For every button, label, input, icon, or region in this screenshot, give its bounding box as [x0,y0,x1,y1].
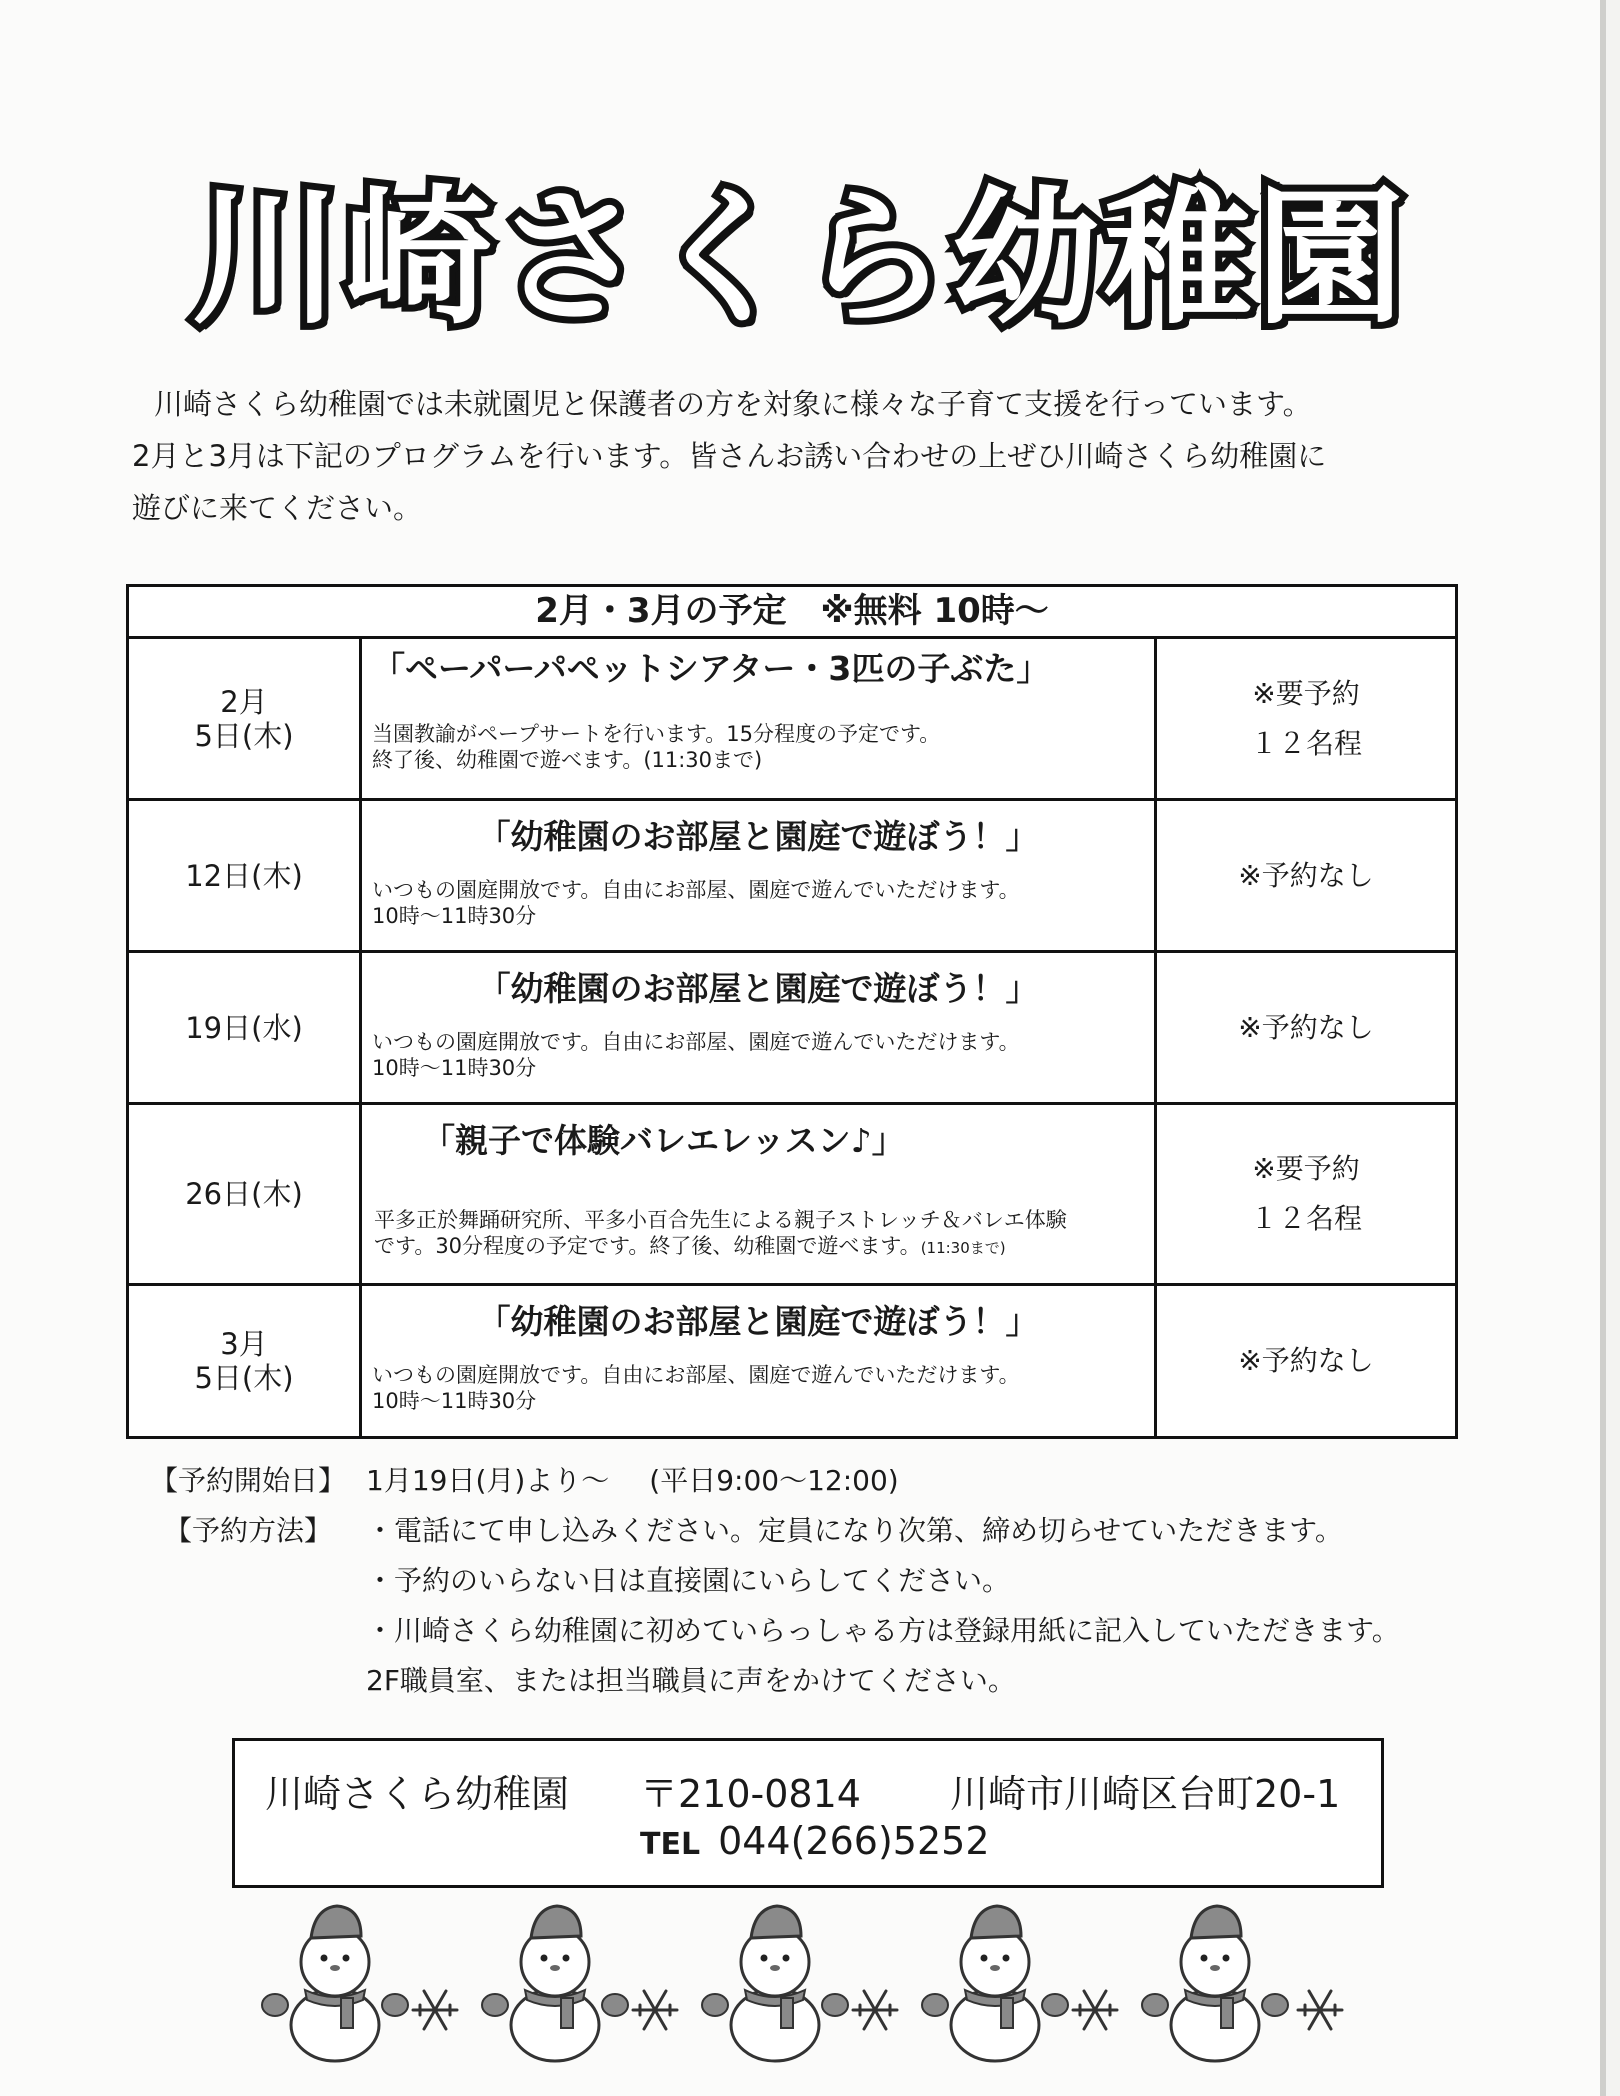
program-cell [362,953,1157,1102]
method-row [150,1606,1400,1656]
description-line [374,1233,1144,1261]
snowman-decoration [250,1900,1360,2070]
reservation-start-label: 【予約開始日】 [150,1464,347,1497]
reservation-note [1157,1286,1455,1436]
contact-address: 川崎市川崎区台町20-1 [950,1772,1341,1816]
description-line: 10時～11時30分 [372,1389,537,1413]
program-title: 「親子で体験バレエレッスン♪」 [422,1121,905,1160]
snowman-icon [702,1906,848,2061]
date-month: 2月 [220,684,268,719]
date-day: 5日(木) [194,1361,294,1395]
date-day: 19日(水) [185,1010,303,1045]
contact-zip: 〒210-0814 [640,1772,861,1816]
method-line: ・川崎さくら幼稚園に初めていらっしゃる方は登録用紙に記入していただきます。 [366,1614,1400,1647]
page-title: 川崎さくら幼稚園 [192,172,1408,344]
reservation-method-label: 【予約方法】 [164,1514,333,1547]
date-cell [129,953,362,1102]
table-row [129,953,1455,1105]
method-line: ・電話にて申し込みください。定員になり次第、締め切らせていただきます。 [366,1514,1343,1547]
program-cell [362,801,1157,950]
date-month: 3月 [220,1327,268,1361]
snowflake-icon [1298,1991,1342,2029]
description-text: です。30分程度の予定です。終了後、幼稚園で遊べます。 [374,1234,921,1258]
description-line: 平多正於舞踊研究所、平多小百合先生による親子ストレッチ＆バレエ体験 [374,1208,1067,1232]
snowflake-icon [853,1991,897,2029]
description-note: (11:30まで) [920,1239,1006,1257]
date-cell [129,639,362,798]
note-line: ※予約なし [1238,1344,1374,1377]
program-cell [362,639,1157,798]
description-line: いつもの園庭開放です。自由にお部屋、園庭で遊んでいただけます。 [372,1030,1020,1054]
contact-tel: 044(266)5252 [718,1819,990,1863]
snowflake-icon [1073,1991,1117,2029]
reservation-method [150,1506,1400,1556]
description-line: 10時～11時30分 [372,904,537,928]
method-row [150,1556,1400,1606]
date-cell [129,1286,362,1436]
table-row [129,639,1455,801]
intro-text [132,378,1432,534]
schedule-header: 2月・3月の予定 ※無料 10時～ [129,587,1455,639]
program-title: 「幼稚園のお部屋と園庭で遊ぼう！」 [477,817,1039,856]
description-line: 終了後、幼稚園で遊べます。(11:30まで) [372,748,763,772]
reservation-note [1157,1105,1455,1283]
contact-name: 川崎さくら幼稚園 [265,1772,570,1816]
description-line: いつもの園庭開放です。自由にお部屋、園庭で遊んでいただけます。 [372,1363,1020,1387]
snowman-icon [922,1906,1068,2061]
date-day: 12日(木) [185,858,303,893]
program-description [372,721,1144,773]
reservation-info [150,1456,1400,1706]
reservation-note [1157,801,1455,950]
intro-line: 川崎さくら幼稚園では未就園児と保護者の方を対象に様々な子育て支援を行っています。 [154,387,1312,421]
method-line: 2F職員室、または担当職員に声をかけてください。 [366,1664,1016,1697]
program-title: 「幼稚園のお部屋と園庭で遊ぼう！」 [477,1302,1039,1341]
snowflake-icon [413,1991,457,2029]
note-line: ※要予約 [1252,1152,1360,1185]
note-line: ※予約なし [1238,858,1374,892]
reservation-note [1157,953,1455,1102]
description-line: いつもの園庭開放です。自由にお部屋、園庭で遊んでいただけます。 [372,878,1020,902]
description-line: 当園教諭がペープサートを行います。15分程度の予定です。 [372,722,941,746]
program-description [372,1362,1144,1414]
program-title: 「幼稚園のお部屋と園庭で遊ぼう！」 [477,969,1039,1008]
snowman-icon [262,1906,408,2061]
date-day: 5日(木) [194,718,294,753]
reservation-start-value: 1月19日(月)より～ [366,1464,610,1497]
reservation-hours: (平日9:00～12:00) [649,1464,899,1497]
method-line: ・予約のいらない日は直接園にいらしてください。 [366,1564,1011,1597]
program-description [372,1029,1144,1081]
snowman-icon [482,1906,628,2061]
paper-edge [1600,0,1606,2096]
note-line: ※予約なし [1238,1010,1374,1044]
schedule-table [126,584,1458,1439]
program-title: 「ペーパーパペットシアター・3匹の子ぶた」 [372,649,1050,688]
program-description [372,877,1144,929]
intro-line: 2月と3月は下記のプログラムを行います。皆さんお誘い合わせの上ぜひ川崎さくら幼稚園に [132,439,1327,473]
method-row [150,1656,1400,1706]
date-day: 26日(木) [185,1177,303,1211]
intro-line: 遊びに来てください。 [132,491,423,525]
program-cell [362,1105,1157,1283]
note-count: １２名程 [1249,1202,1362,1235]
note-count: １２名程 [1249,726,1362,760]
description-line: 10時～11時30分 [372,1056,537,1080]
note-line: ※要予約 [1252,676,1360,710]
date-cell [129,1105,362,1283]
table-row [129,801,1455,953]
snowflake-icon [633,1991,677,2029]
snowman-icon [1142,1906,1288,2061]
reservation-start [150,1456,1400,1506]
table-row [129,1105,1455,1286]
program-description [374,1207,1144,1261]
contact-tel-line [640,1819,990,1863]
contact-box [232,1738,1384,1888]
reservation-note [1157,639,1455,798]
table-row [129,1286,1455,1436]
date-cell [129,801,362,950]
tel-icon: TEL [640,1827,701,1862]
program-cell [362,1286,1157,1436]
